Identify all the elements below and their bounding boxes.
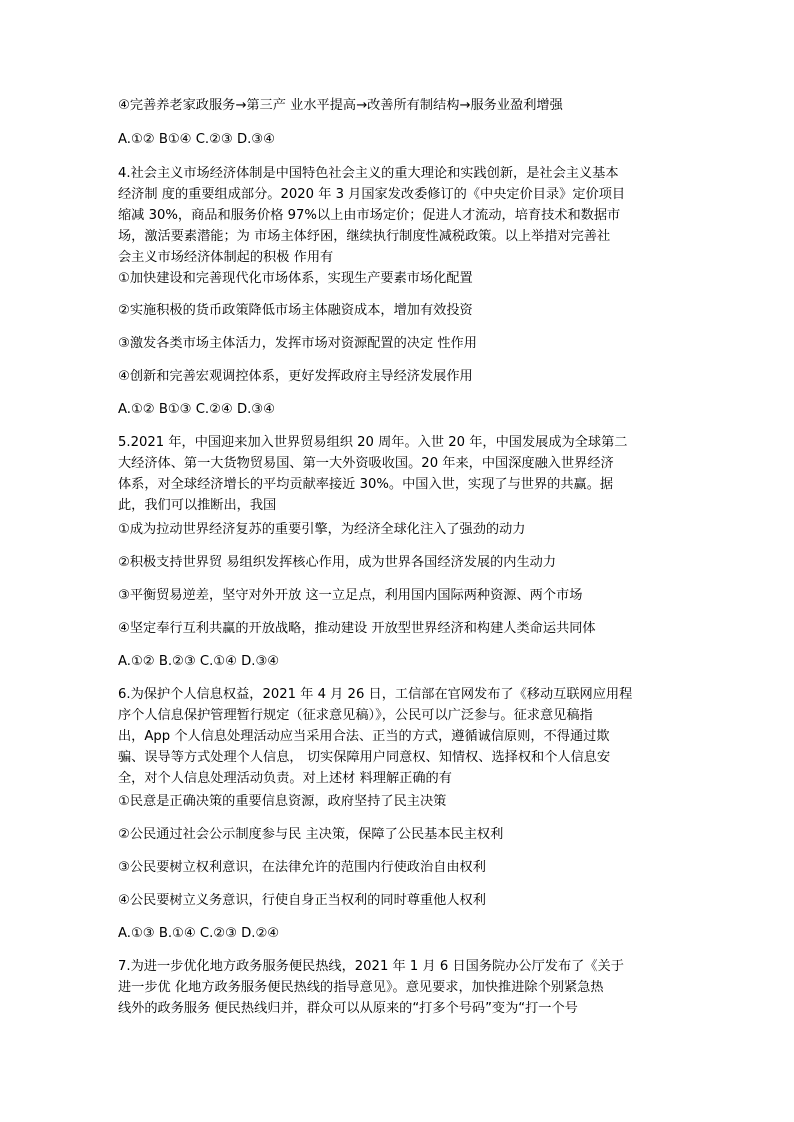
question-6-option-4: ④公民要树立义务意识，行使自身正当权利的同时尊重他人权利	[118, 893, 486, 908]
question-5-text: 大经济体、第一大货物贸易国、第一大外资吸收国。20 年来，中国深度融入世界经济	[118, 456, 614, 471]
question-5-option-3: ③平衡贸易逆差，坚守对外开放 这一立足点，利用国内国际两种资源、两个市场	[118, 588, 583, 603]
question-6-text: 骗、误导等方式处理个人信息， 切实保障用户同意权、知情权、选择权和个人信息安	[118, 750, 611, 765]
question-5-option-1: ①成为拉动世界经济复苏的重要引擎，为经济全球化注入了强劲的动力	[118, 522, 526, 537]
question-5-text: 体系，对全球经济增长的平均贡献率接近 30%。中国入世，实现了与世界的共赢。据	[118, 477, 614, 492]
question-7-text: 7.为进一步优化地方政务服务便民热线，2021 年 1 月 6 日国务院办公厅发布了《关于	[118, 959, 624, 974]
question-7-text: 线外的政务服务 便民热线归并，群众可以从原来的“打多个号码”变为“打一个号	[118, 1001, 578, 1016]
question-4-option-2: ②实施积极的货币政策降低市场主体融资成本，增加有效投资	[118, 303, 473, 318]
question-6-option-1: ①民意是正确决策的重要信息资源，政府坚持了民主决策	[118, 794, 447, 809]
question-6-text: 6.为保护个人信息权益，2021 年 4 月 26 日，工信部在官网发布了《移动互联网应用程	[118, 687, 633, 702]
question-7-text: 进一步优 化地方政务服务便民热线的指导意见》。意见要求，加快推进除个别紧急热	[118, 980, 604, 995]
question-4-text: 缩减 30%，商品和服务价格 97%以上由市场定价；促进人才流动，培育技术和数据市	[118, 208, 621, 223]
question-6-option-3: ③公民要树立权利意识，在法律允许的范围内行使政治自由权利	[118, 860, 486, 875]
question-6-text: 出，App 个人信息处理活动应当采用合法、正当的方式，遵循诚信原则，不得通过欺	[118, 729, 610, 744]
question-5-text: 此，我们可以推断出，我国	[118, 498, 277, 513]
question-6-text: 全，对个人信息处理活动负责。对上述材 料理解正确的有	[118, 771, 452, 786]
question-6-option-2: ②公民通过社会公示制度参与民 主决策，保障了公民基本民主权利	[118, 827, 504, 842]
question-4-text: 4.社会主义市场经济体制是中国特色社会主义的重大理论和实践创新，是社会主义基本	[118, 166, 619, 181]
question-4-text: 场，激活要素潜能；为 市场主体纾困，继续执行制度性减税政策。以上举措对完善社	[118, 229, 611, 244]
answer-options: A.①② B①④ C.②③ D.③④	[118, 132, 275, 147]
question-4-answers: A.①② B①③ C.②④ D.③④	[118, 402, 275, 417]
question-5-answers: A.①② B.②③ C.①④ D.③④	[118, 654, 280, 669]
question-5-option-2: ②积极支持世界贸 易组织发挥核心作用，成为世界各国经济发展的内生动力	[118, 555, 557, 570]
text-line: ④完善养老家政服务→第三产 业水平提高→改善所有制结构→服务业盈利增强	[118, 98, 563, 113]
question-4-text: 经济制 度的重要组成部分。2020 年 3 月国家发改委修订的《中央定价目录》定价项目	[118, 187, 626, 202]
question-5-text: 5.2021 年，中国迎来加入世界贸易组织 20 周年。入世 20 年，中国发展成为全球第二	[118, 435, 628, 450]
question-4-option-1: ①加快建设和完善现代化市场体系，实现生产要素市场化配置	[118, 271, 473, 286]
question-4-option-4: ④创新和完善宏观调控体系，更好发挥政府主导经济发展作用	[118, 369, 473, 384]
question-4-text: 会主义市场经济体制起的积极 作用有	[118, 250, 334, 265]
question-5-option-4: ④坚定奉行互利共赢的开放战略，推动建设 开放型世界经济和构建人类命运共同体	[118, 621, 596, 636]
question-4-option-3: ③激发各类市场主体活力，发挥市场对资源配置的决定 性作用	[118, 336, 477, 351]
question-6-text: 序个人信息保护管理暂行规定（征求意见稿）》，公民可以广泛参与。征求意见稿指	[118, 708, 593, 723]
question-6-answers: A.①③ B.①④ C.②③ D.②④	[118, 926, 280, 941]
